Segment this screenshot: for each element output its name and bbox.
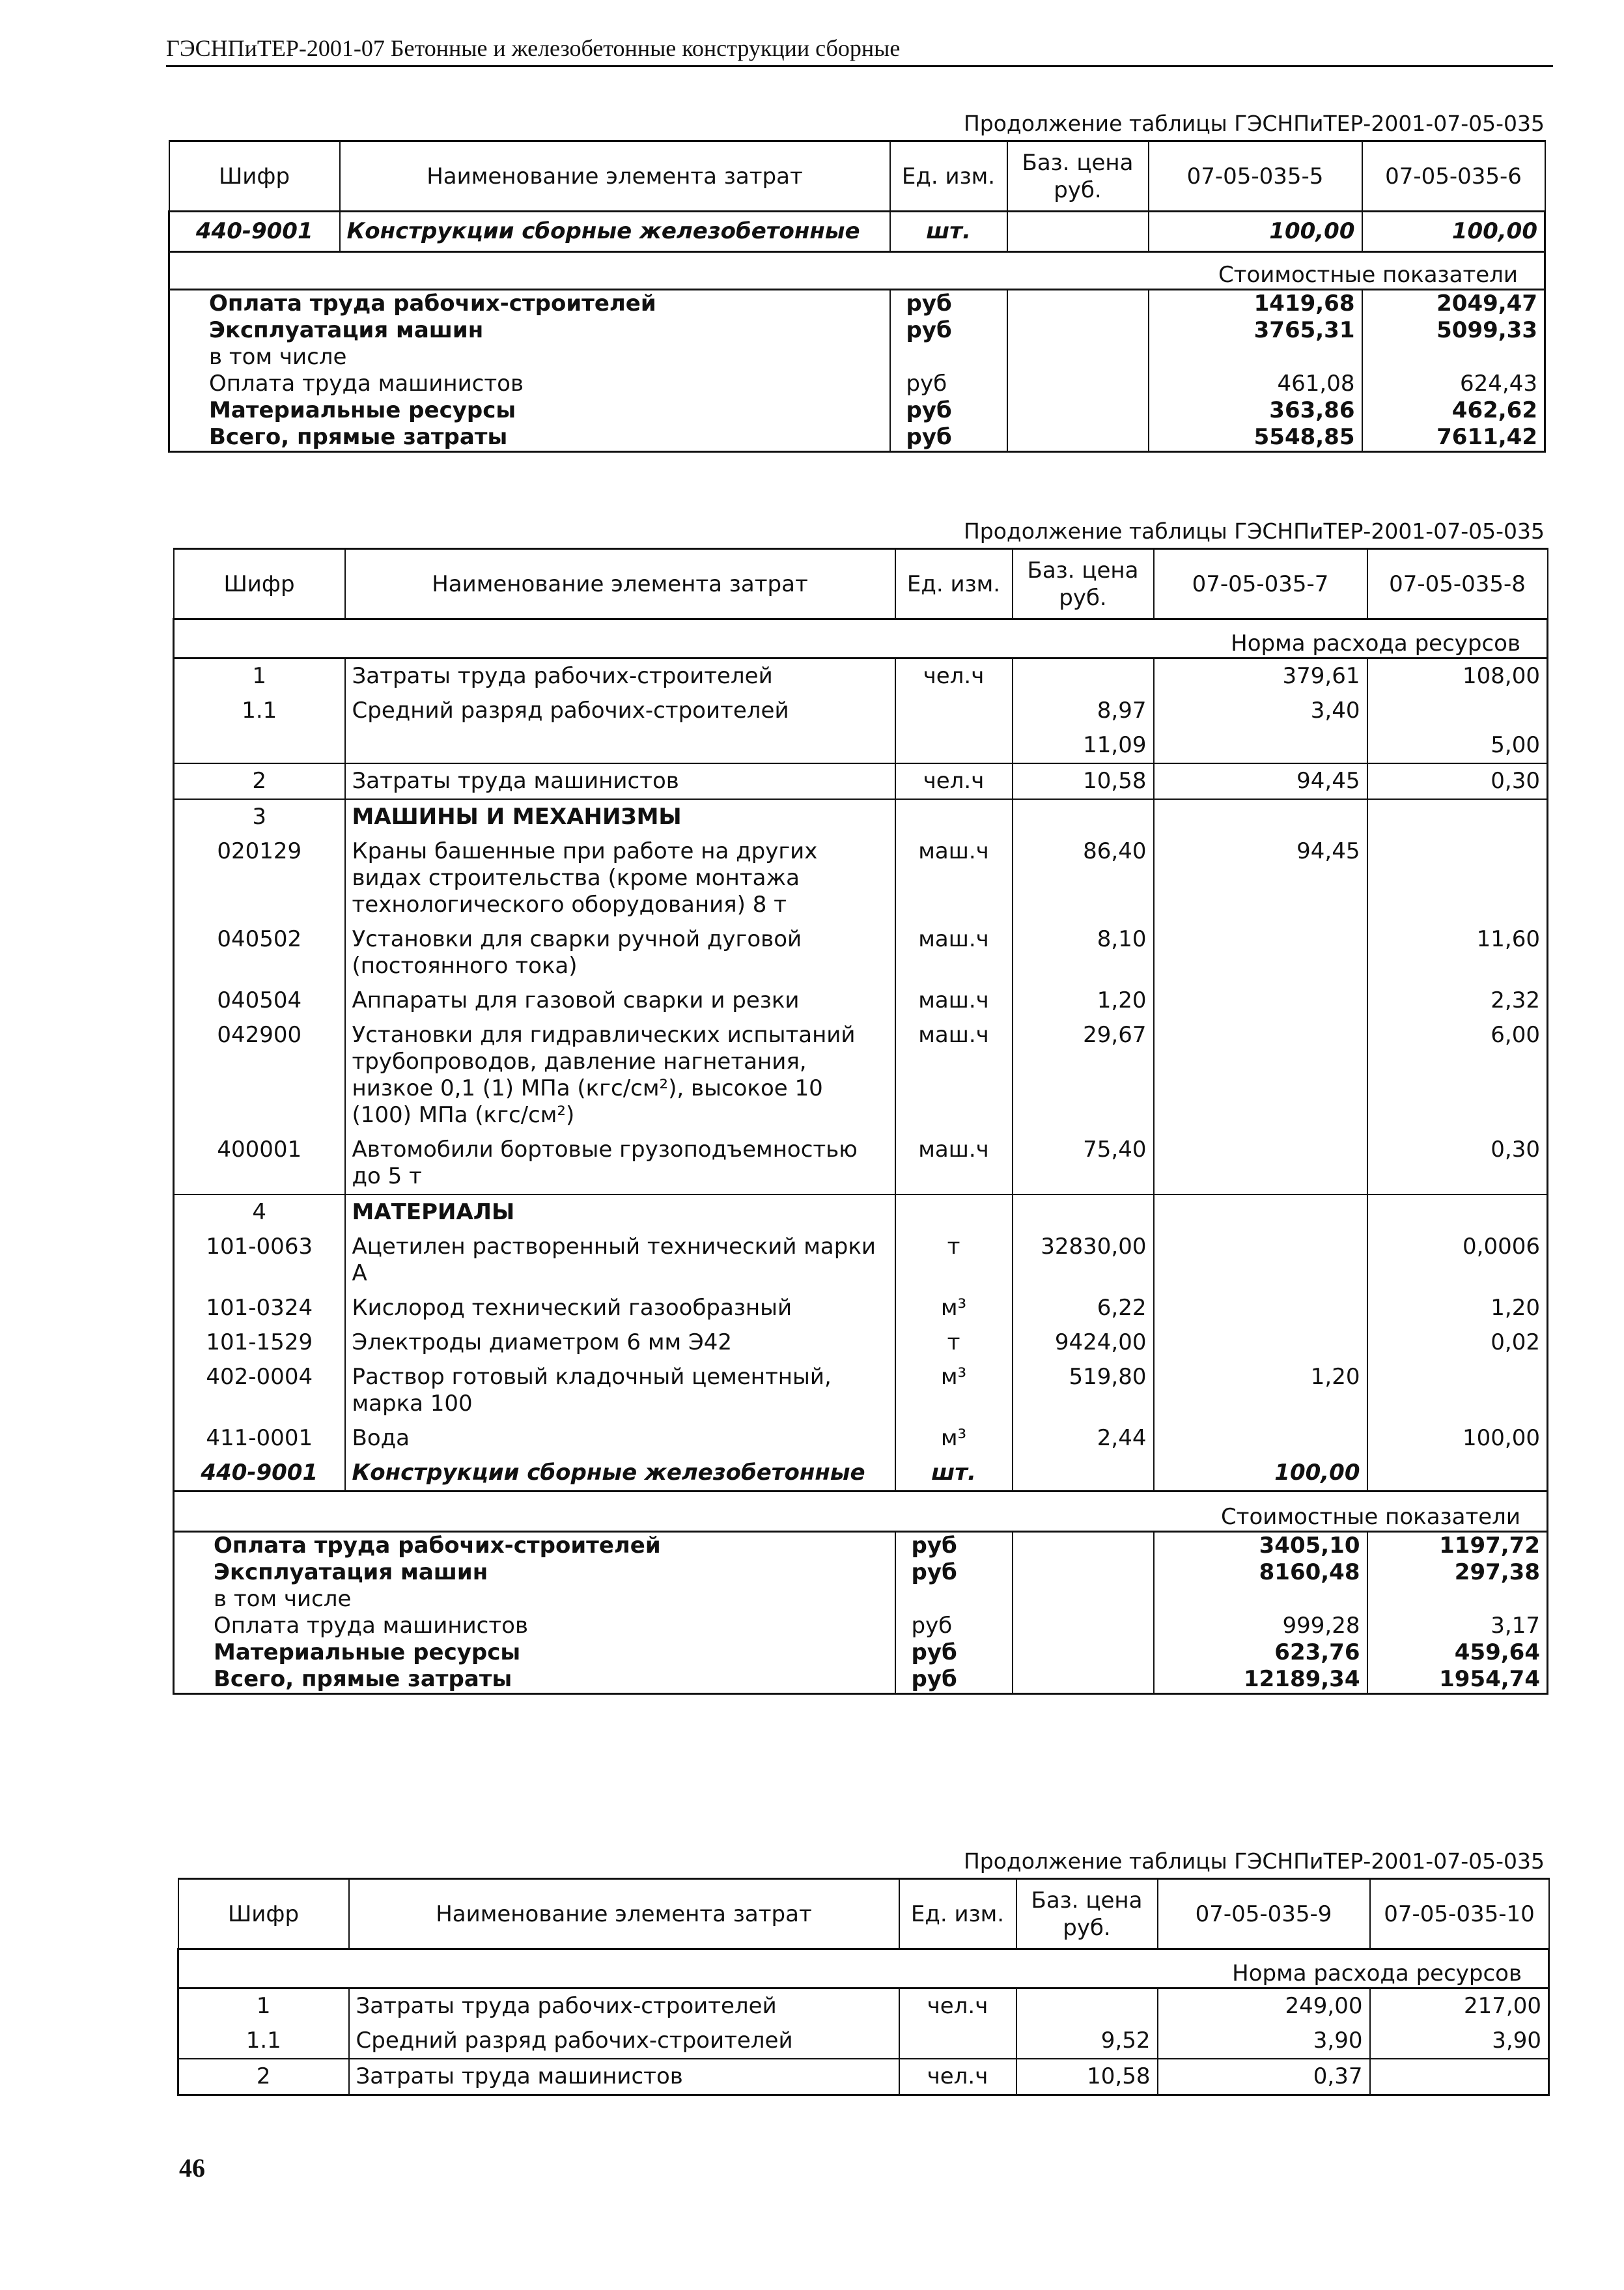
resource-name: МАТЕРИАЛЫ (345, 1194, 895, 1230)
resource-value-1: 100,00 (1154, 1456, 1367, 1491)
cost-row-value-2: 297,38 (1367, 1559, 1548, 1586)
resource-price: 11,09 (1013, 728, 1154, 763)
cost-row-price (1007, 371, 1149, 397)
page-header-title: ГЭСНПиТЕР-2001-07 Бетонные и железобетонные конструкции сборные (166, 35, 901, 61)
cost-row-value-1: 8160,48 (1154, 1559, 1367, 1586)
resource-row (174, 1194, 1548, 1230)
resource-name: Установки для гидравлических испытаний трубопроводов, давление нагнетания, низкое 0,1 (1) МПа (кгс/см²), высокое 10 (100) МПа (кгс/см²) (345, 1018, 895, 1133)
cost-row-name: Оплата труда машинистов (169, 371, 890, 397)
cost-row (174, 1613, 1548, 1639)
resource-row (174, 922, 1548, 983)
cost-row-name: Эксплуатация машин (174, 1559, 895, 1586)
cost-row-value-2: 462,62 (1362, 397, 1545, 424)
resource-code: 101-1529 (174, 1325, 345, 1360)
resource-name: Средний разряд рабочих-строителей (345, 694, 895, 728)
resource-price (1013, 799, 1154, 834)
resource-value-1: 94,45 (1154, 763, 1367, 799)
cost-row-value-1: 363,86 (1149, 397, 1362, 424)
product-unit: шт. (890, 212, 1007, 252)
cost-row-value-2: 3,17 (1367, 1613, 1548, 1639)
resource-unit: м³ (895, 1360, 1013, 1421)
resource-row (174, 658, 1548, 694)
cost-row-price (1013, 1559, 1154, 1586)
resource-unit (895, 799, 1013, 834)
cost-row-value-2: 624,43 (1362, 371, 1545, 397)
col-header-norm-2: 07-05-035-10 (1370, 1879, 1549, 1949)
resource-code: 040504 (174, 983, 345, 1018)
resource-price: 9424,00 (1013, 1325, 1154, 1360)
resource-name: Автомобили бортовые грузоподъемностью до 5 т (345, 1133, 895, 1194)
cost-row-unit: руб (895, 1666, 1013, 1694)
cost-row-value-1: 623,76 (1154, 1639, 1367, 1666)
page-number: 46 (179, 2153, 205, 2183)
resource-name: Затраты труда рабочих-строителей (345, 658, 895, 694)
product-value-1: 100,00 (1149, 212, 1362, 252)
product-value-2: 100,00 (1362, 212, 1545, 252)
resource-name: Ацетилен растворенный технический марки А (345, 1230, 895, 1291)
cost-row-value-1: 12189,34 (1154, 1666, 1367, 1694)
cost-row-unit: руб (890, 371, 1007, 397)
cost-row-price (1007, 344, 1149, 371)
cost-row-price (1007, 290, 1149, 318)
col-header-norm-1: 07-05-035-9 (1158, 1879, 1370, 1949)
resource-value-1 (1154, 1230, 1367, 1291)
resource-price: 10,58 (1016, 2059, 1158, 2095)
resource-price: 75,40 (1013, 1133, 1154, 1194)
resource-value-2 (1367, 1456, 1548, 1491)
resource-row (174, 1360, 1548, 1421)
resource-value-1 (1154, 1421, 1367, 1456)
resource-unit (895, 1194, 1013, 1230)
resource-code: 1.1 (178, 2024, 349, 2059)
resource-unit: маш.ч (895, 983, 1013, 1018)
resource-value-2: 11,60 (1367, 922, 1548, 983)
product-code: 440-9001 (169, 212, 340, 252)
cost-row-value-1 (1149, 344, 1362, 371)
cost-row-value-1: 3765,31 (1149, 317, 1362, 344)
resource-value-2 (1367, 1360, 1548, 1421)
col-header-norm-1: 07-05-035-5 (1149, 141, 1362, 212)
resource-value-1: 1,20 (1154, 1360, 1367, 1421)
cost-row-unit: руб (895, 1639, 1013, 1666)
cost-row-value-1: 1419,68 (1149, 290, 1362, 318)
cost-row-price (1013, 1532, 1154, 1560)
resource-name: Затраты труда рабочих-строителей (349, 1988, 899, 2024)
resource-price: 1,20 (1013, 983, 1154, 1018)
resource-value-2 (1367, 694, 1548, 728)
resource-price: 29,67 (1013, 1018, 1154, 1133)
col-header-code: Шифр (174, 549, 345, 619)
resource-row (178, 2059, 1549, 2095)
resource-price (1013, 658, 1154, 694)
section-title: Норма расхода ресурсов (174, 619, 1548, 658)
cost-row-unit (890, 344, 1007, 371)
cost-row-value-2: 2049,47 (1362, 290, 1545, 318)
cost-row-value-1: 3405,10 (1154, 1532, 1367, 1560)
product-price (1007, 212, 1149, 252)
cost-row-value-2: 1954,74 (1367, 1666, 1548, 1694)
resource-value-1: 3,40 (1154, 694, 1367, 728)
cost-row-name: Материальные ресурсы (169, 397, 890, 424)
resource-value-2: 6,00 (1367, 1018, 1548, 1133)
resource-price: 32830,00 (1013, 1230, 1154, 1291)
resource-code: 101-0324 (174, 1291, 345, 1325)
table-caption: Продолжение таблицы ГЭСНПиТЕР-2001-07-05-035 (963, 111, 1545, 136)
cost-row (169, 424, 1545, 452)
resource-value-2 (1367, 834, 1548, 922)
resource-name: Аппараты для газовой сварки и резки (345, 983, 895, 1018)
resource-name: Электроды диаметром 6 мм Э42 (345, 1325, 895, 1360)
col-header-unit: Ед. изм. (890, 141, 1007, 212)
resource-row (174, 1133, 1548, 1194)
cost-row-name: Оплата труда рабочих-строителей (169, 290, 890, 318)
cost-row-value-2 (1367, 1586, 1548, 1613)
resource-value-2 (1367, 799, 1548, 834)
resource-name: Затраты труда машинистов (345, 763, 895, 799)
resource-name: Установки для сварки ручной дуговой (постоянного тока) (345, 922, 895, 983)
cost-row-value-1: 461,08 (1149, 371, 1362, 397)
resource-row (174, 1230, 1548, 1291)
cost-row-price (1013, 1639, 1154, 1666)
resource-row (178, 1988, 1549, 2024)
table-caption: Продолжение таблицы ГЭСНПиТЕР-2001-07-05-035 (963, 518, 1545, 544)
resource-value-2: 0,0006 (1367, 1230, 1548, 1291)
cost-row (174, 1559, 1548, 1586)
resource-code: 042900 (174, 1018, 345, 1133)
cost-row-unit: руб (895, 1559, 1013, 1586)
col-header-name: Наименование элемента затрат (349, 1879, 899, 1949)
section-title: Стоимостные показатели (174, 1491, 1548, 1532)
resource-value-1: 249,00 (1158, 1988, 1370, 2024)
resource-code: 4 (174, 1194, 345, 1230)
resource-value-1: 3,90 (1158, 2024, 1370, 2059)
cost-row-value-2: 5099,33 (1362, 317, 1545, 344)
resource-code: 1 (178, 1988, 349, 2024)
resource-row (174, 983, 1548, 1018)
cost-row-unit: руб (895, 1613, 1013, 1639)
resource-row (174, 1291, 1548, 1325)
resource-row (174, 1456, 1548, 1491)
resource-row (174, 799, 1548, 834)
resource-name: Конструкции сборные железобетонные (345, 1456, 895, 1491)
resource-row (174, 1325, 1548, 1360)
resource-row (174, 1421, 1548, 1456)
resource-unit: чел.ч (899, 1988, 1016, 2024)
resource-value-2: 0,02 (1367, 1325, 1548, 1360)
cost-row (169, 317, 1545, 344)
resource-value-1 (1154, 1325, 1367, 1360)
col-header-name: Наименование элемента затрат (340, 141, 890, 212)
cost-row-value-1: 5548,85 (1149, 424, 1362, 452)
resource-unit: т (895, 1230, 1013, 1291)
resource-code: 402-0004 (174, 1360, 345, 1421)
cost-table-5-6 (168, 140, 1546, 453)
resource-unit: маш.ч (895, 922, 1013, 983)
cost-row-unit: руб (895, 1532, 1013, 1560)
cost-row (174, 1639, 1548, 1666)
resource-unit: чел.ч (895, 658, 1013, 694)
resource-code: 1.1 (174, 694, 345, 728)
resource-code: 400001 (174, 1133, 345, 1194)
resource-price: 86,40 (1013, 834, 1154, 922)
resource-name: Вода (345, 1421, 895, 1456)
resource-row (178, 2024, 1549, 2059)
resource-value-1 (1154, 799, 1367, 834)
col-header-price: Баз. цена руб. (1007, 141, 1149, 212)
resource-unit: маш.ч (895, 1133, 1013, 1194)
resource-table-7-8 (173, 548, 1548, 1695)
col-header-norm-1: 07-05-035-7 (1154, 549, 1367, 619)
cost-row-value-1 (1154, 1586, 1367, 1613)
resource-value-2 (1370, 2059, 1549, 2095)
resource-value-2: 1,20 (1367, 1291, 1548, 1325)
resource-code: 2 (174, 763, 345, 799)
cost-row-value-2 (1362, 344, 1545, 371)
resource-name: Раствор готовый кладочный цементный, марка 100 (345, 1360, 895, 1421)
resource-value-1: 0,37 (1158, 2059, 1370, 2095)
cost-row (169, 290, 1545, 318)
resource-unit: чел.ч (895, 763, 1013, 799)
resource-unit: т (895, 1325, 1013, 1360)
resource-value-2: 5,00 (1367, 728, 1548, 763)
cost-row (174, 1586, 1548, 1613)
resource-table-9-10 (177, 1878, 1550, 2096)
resource-unit: м³ (895, 1291, 1013, 1325)
resource-row (174, 1018, 1548, 1133)
resource-price: 6,22 (1013, 1291, 1154, 1325)
resource-value-1 (1154, 1194, 1367, 1230)
resource-code: 1 (174, 658, 345, 694)
resource-price: 8,97 (1013, 694, 1154, 728)
cost-row-unit: руб (890, 424, 1007, 452)
col-header-norm-2: 07-05-035-6 (1362, 141, 1545, 212)
resource-unit (895, 694, 1013, 728)
page-header (166, 31, 1553, 67)
resource-row (174, 728, 1548, 763)
resource-code: 2 (178, 2059, 349, 2095)
cost-row-price (1013, 1586, 1154, 1613)
resource-code: 411-0001 (174, 1421, 345, 1456)
cost-row (174, 1666, 1548, 1694)
cost-row (169, 371, 1545, 397)
resource-value-1 (1154, 728, 1367, 763)
resource-unit: маш.ч (895, 834, 1013, 922)
resource-code: 101-0063 (174, 1230, 345, 1291)
resource-value-2 (1367, 1194, 1548, 1230)
resource-price: 8,10 (1013, 922, 1154, 983)
section-title: Стоимостные показатели (169, 252, 1545, 290)
resource-code: 440-9001 (174, 1456, 345, 1491)
cost-row-name: Всего, прямые затраты (169, 424, 890, 452)
resource-value-1 (1154, 1291, 1367, 1325)
cost-row-unit: руб (890, 290, 1007, 318)
resource-unit: чел.ч (899, 2059, 1016, 2095)
cost-row-name: Эксплуатация машин (169, 317, 890, 344)
resource-value-2: 3,90 (1370, 2024, 1549, 2059)
resource-unit: шт. (895, 1456, 1013, 1491)
resource-name: Краны башенные при работе на других видах строительства (кроме монтажа технологического оборудования) 8 т (345, 834, 895, 922)
resource-value-1 (1154, 1018, 1367, 1133)
cost-row-name: Оплата труда рабочих-строителей (174, 1532, 895, 1560)
resource-code: 040502 (174, 922, 345, 983)
cost-row-value-2: 7611,42 (1362, 424, 1545, 452)
col-header-code: Шифр (169, 141, 340, 212)
resource-name: Кислород технический газообразный (345, 1291, 895, 1325)
cost-row-name: в том числе (174, 1586, 895, 1613)
resource-value-2: 100,00 (1367, 1421, 1548, 1456)
resource-value-1: 94,45 (1154, 834, 1367, 922)
col-header-name: Наименование элемента затрат (345, 549, 895, 619)
resource-name (345, 728, 895, 763)
resource-code (174, 728, 345, 763)
cost-row-unit: руб (890, 317, 1007, 344)
col-header-norm-2: 07-05-035-8 (1367, 549, 1548, 619)
cost-row-name: Оплата труда машинистов (174, 1613, 895, 1639)
resource-price: 519,80 (1013, 1360, 1154, 1421)
cost-row-name: в том числе (169, 344, 890, 371)
col-header-unit: Ед. изм. (895, 549, 1013, 619)
resource-row (174, 834, 1548, 922)
cost-row-value-2: 459,64 (1367, 1639, 1548, 1666)
section-title: Норма расхода ресурсов (178, 1949, 1549, 1988)
cost-row-price (1013, 1666, 1154, 1694)
cost-row-unit (895, 1586, 1013, 1613)
resource-name: МАШИНЫ И МЕХАНИЗМЫ (345, 799, 895, 834)
resource-code: 020129 (174, 834, 345, 922)
cost-row-price (1007, 317, 1149, 344)
cost-row-unit: руб (890, 397, 1007, 424)
cost-row (169, 397, 1545, 424)
resource-price (1016, 1988, 1158, 2024)
col-header-price: Баз. цена руб. (1013, 549, 1154, 619)
resource-value-2: 108,00 (1367, 658, 1548, 694)
col-header-code: Шифр (178, 1879, 349, 1949)
resource-name: Средний разряд рабочих-строителей (349, 2024, 899, 2059)
cost-row (174, 1532, 1548, 1560)
cost-row-name: Всего, прямые затраты (174, 1666, 895, 1694)
resource-price: 2,44 (1013, 1421, 1154, 1456)
resource-unit (899, 2024, 1016, 2059)
product-name: Конструкции сборные железобетонные (340, 212, 890, 252)
resource-unit: м³ (895, 1421, 1013, 1456)
resource-unit: маш.ч (895, 1018, 1013, 1133)
table-caption: Продолжение таблицы ГЭСНПиТЕР-2001-07-05-035 (963, 1848, 1545, 1874)
cost-row-name: Материальные ресурсы (174, 1639, 895, 1666)
resource-value-1 (1154, 1133, 1367, 1194)
resource-name: Затраты труда машинистов (349, 2059, 899, 2095)
resource-value-2: 0,30 (1367, 763, 1548, 799)
resource-price (1013, 1194, 1154, 1230)
resource-value-2: 2,32 (1367, 983, 1548, 1018)
cost-row-value-2: 1197,72 (1367, 1532, 1548, 1560)
resource-price: 9,52 (1016, 2024, 1158, 2059)
resource-value-2: 217,00 (1370, 1988, 1549, 2024)
resource-value-1 (1154, 922, 1367, 983)
resource-price: 10,58 (1013, 763, 1154, 799)
resource-row (174, 763, 1548, 799)
resource-code: 3 (174, 799, 345, 834)
resource-row (174, 694, 1548, 728)
cost-row (169, 344, 1545, 371)
resource-price (1013, 1456, 1154, 1491)
resource-value-1 (1154, 983, 1367, 1018)
resource-value-2: 0,30 (1367, 1133, 1548, 1194)
cost-row-price (1007, 397, 1149, 424)
col-header-price: Баз. цена руб. (1016, 1879, 1158, 1949)
resource-unit (895, 728, 1013, 763)
cost-row-price (1013, 1613, 1154, 1639)
cost-row-value-1: 999,28 (1154, 1613, 1367, 1639)
resource-value-1: 379,61 (1154, 658, 1367, 694)
col-header-unit: Ед. изм. (899, 1879, 1016, 1949)
cost-row-price (1007, 424, 1149, 452)
